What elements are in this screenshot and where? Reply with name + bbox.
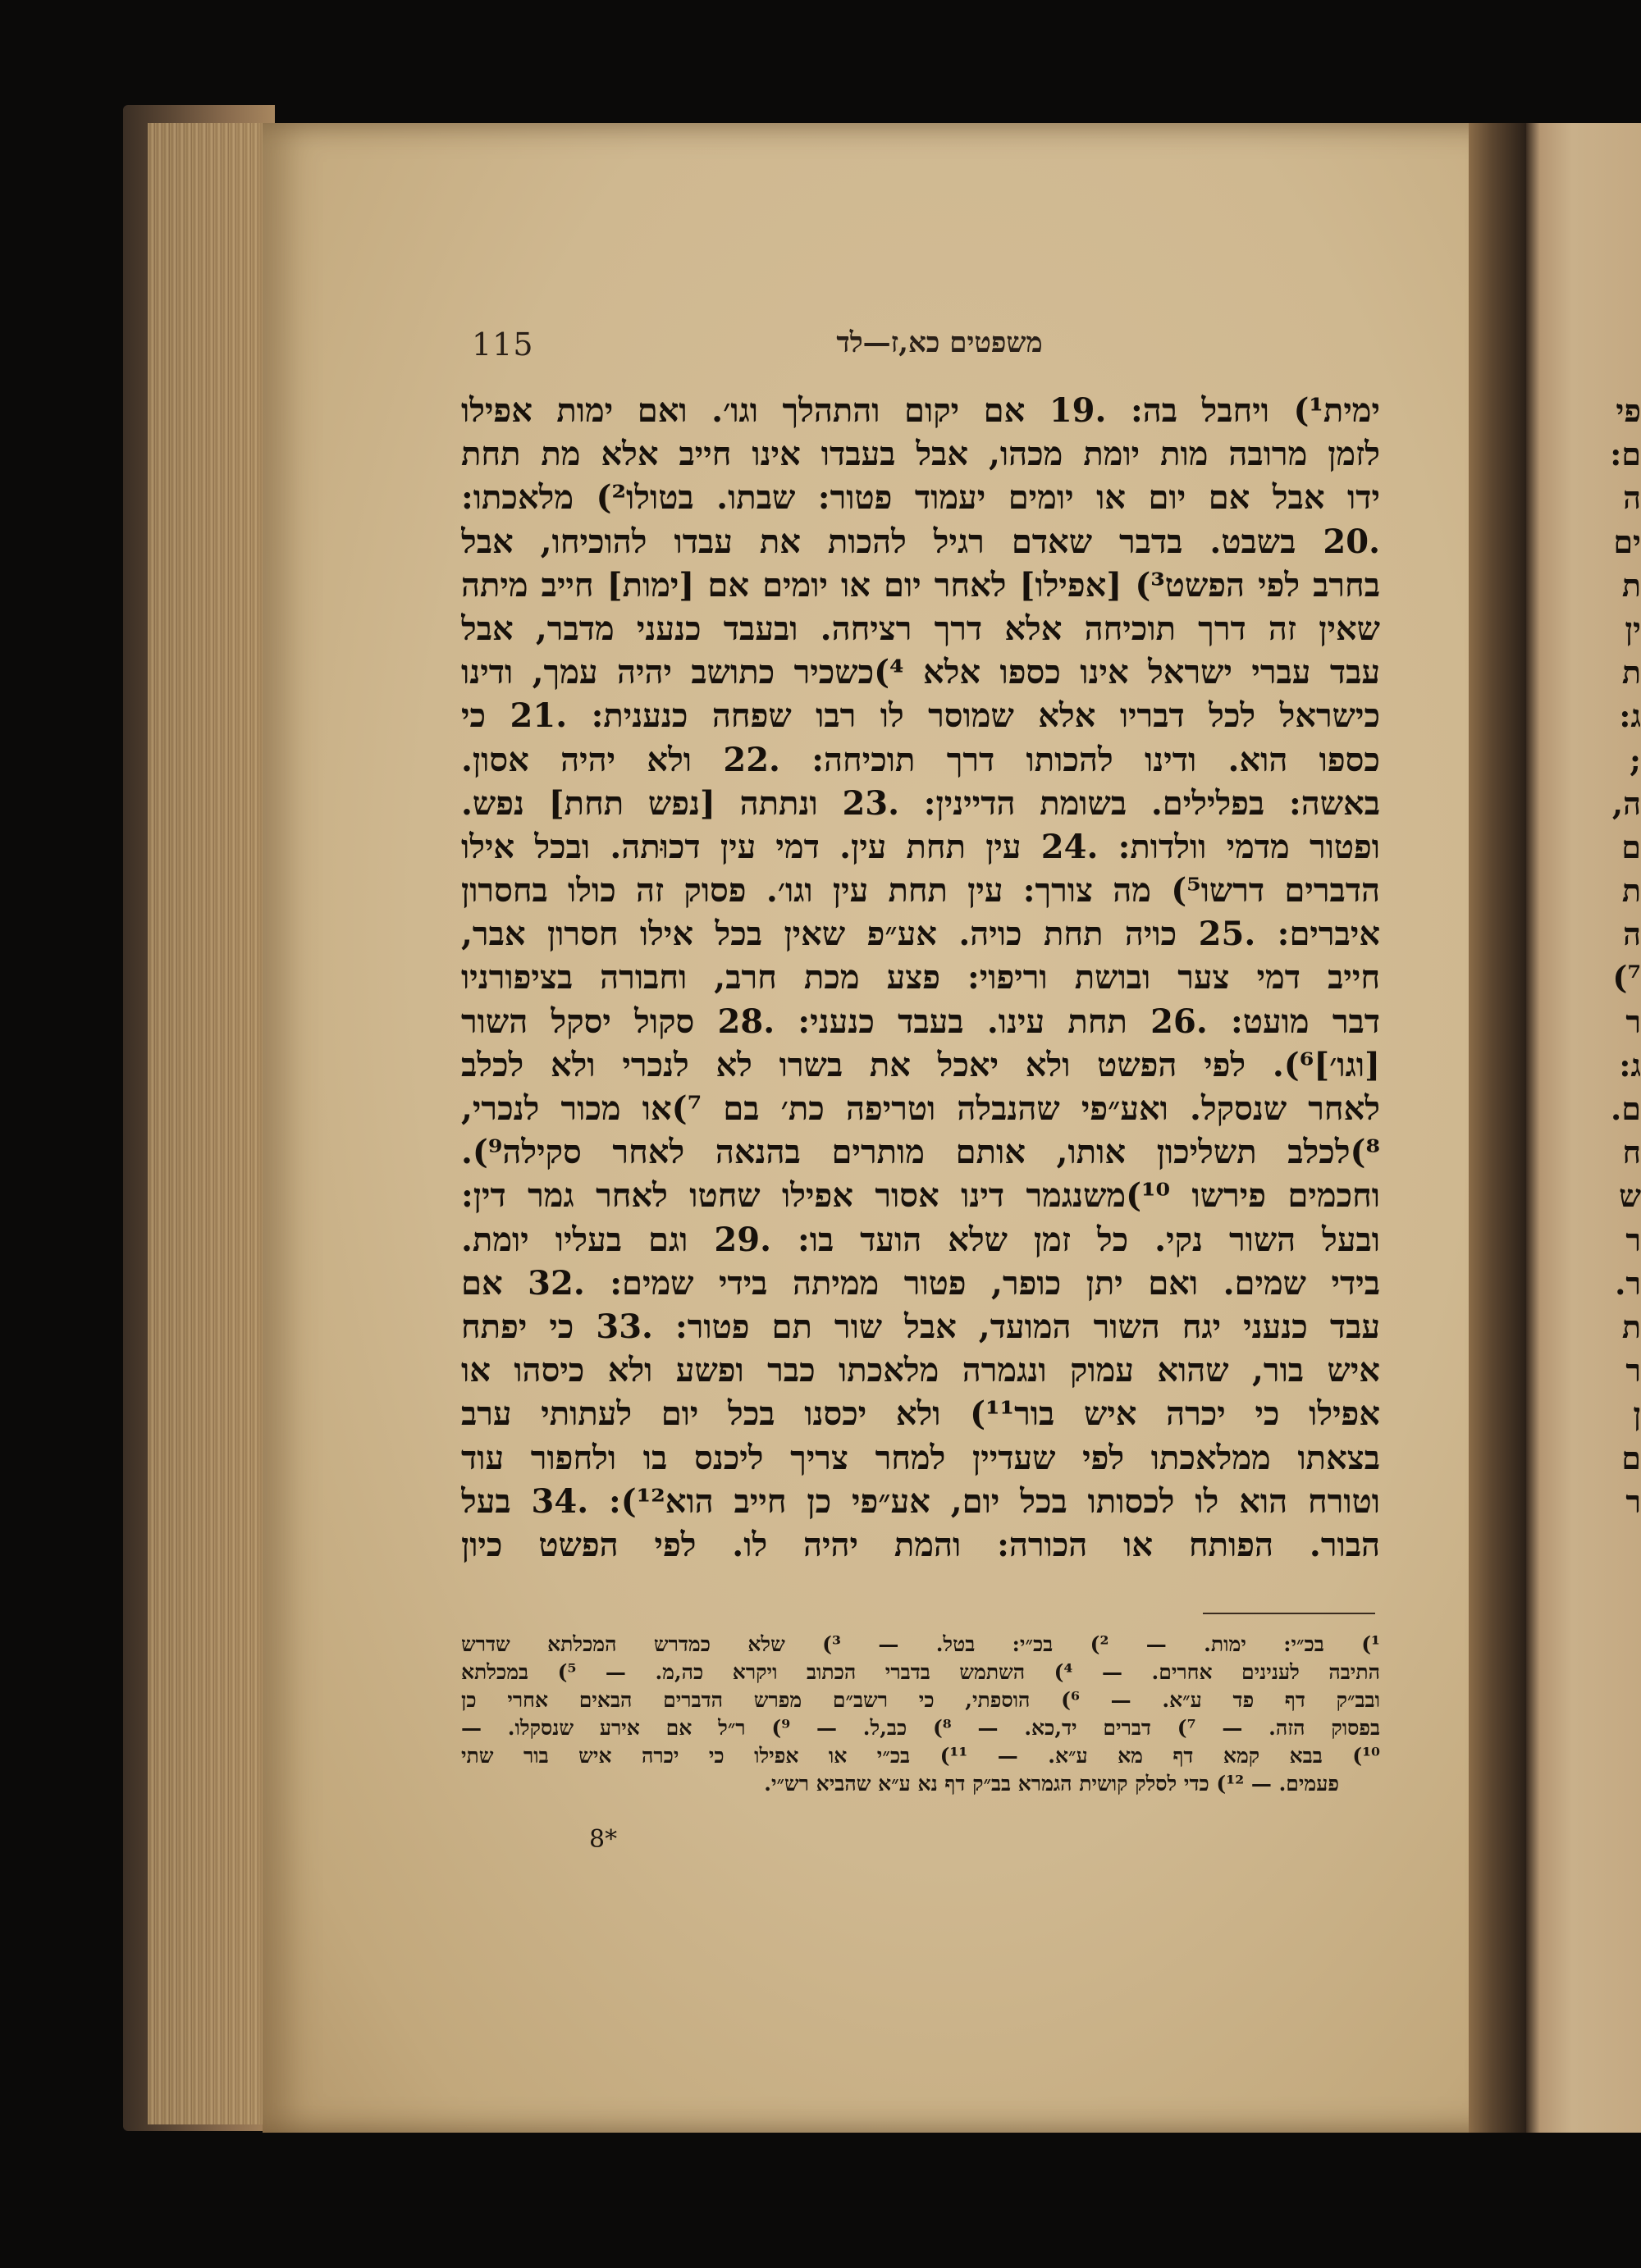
footnotes bbox=[461, 1631, 1380, 1798]
text-line: ידו אבל אם יום או יומים יעמוד פטור: שבתו. בטולו²) מלאכתו: bbox=[461, 478, 1380, 518]
facing-page-fragment: ג: bbox=[1619, 1046, 1641, 1084]
text-line: איברים: .25 כויה תחת כויה. אע״פ שאין בכל אילו חסרון אבר, bbox=[461, 915, 1380, 954]
text-line: איש בור, שהוא עמוק ונגמרה מלאכתו כבר ופשע ולא כיסהו או bbox=[461, 1351, 1380, 1390]
facing-page-fragment: ג: bbox=[1619, 697, 1641, 735]
facing-page-fragment: ר. bbox=[1615, 1264, 1641, 1302]
facing-page-fragment: ת bbox=[1621, 566, 1641, 604]
facing-page-fragment: ם bbox=[1621, 828, 1641, 865]
text-line: חייב דמי צער ובושת וריפוי: פצע מכת חרב, וחבורה בציפורניו bbox=[461, 958, 1380, 997]
facing-page-fragment: ה, bbox=[1611, 784, 1641, 822]
text-line: בידי שמים. ואם יתן כופר, פטור ממיתה בידי שמים: .32 אם bbox=[461, 1263, 1380, 1303]
footnote-line: התיבה לענינים אחרים. — ⁴) השתמש בדברי הכתוב ויקרא כה,מ. — ⁵) במכלתא bbox=[461, 1660, 1380, 1684]
facing-page-fragment: ה bbox=[1623, 479, 1641, 517]
facing-page-fragment: ר bbox=[1625, 1221, 1641, 1258]
book-gutter bbox=[1469, 123, 1526, 2133]
footnote-line: ¹) בכ״י: ימות. — ²) בכ״י: בטל. — ³) שלא כמדרש המכלתא שדרש bbox=[461, 1632, 1380, 1656]
facing-page-fragment: ם bbox=[1621, 1439, 1641, 1476]
text-line: לאחר שנסקל. ואע״פי שהנבלה וטריפה כת׳ בם ⁷)או מכור לנכרי, bbox=[461, 1089, 1380, 1128]
text-line: כישראל לכל דבריו אלא שמוסר לו רבו שפחה כנענית: .21 כי bbox=[461, 696, 1380, 736]
footnote-line: ¹⁰) בבא קמא דף מא ע״א. — ¹¹) בכ״י או אפילו כי יכרה איש בור שתי bbox=[461, 1744, 1380, 1768]
text-line: ופטור מדמי וולדות: .24 עין תחת עין. דמי עין דכוּתה. ובכל אילו bbox=[461, 827, 1380, 866]
commentary-body bbox=[461, 389, 1380, 1567]
facing-page-fragment: ה bbox=[1623, 915, 1641, 953]
signature-mark: 8* bbox=[589, 1825, 618, 1854]
facing-page-fragment: ש bbox=[1619, 1177, 1641, 1215]
facing-page-fragment: ת bbox=[1621, 872, 1641, 910]
text-line: .20 בשבט. בדבר שאדם רגיל להכות את עבדו להוכיחו, אבל bbox=[461, 522, 1380, 561]
text-line: לזמן מרובה מות יומת מכהו, אבל בעבדו אינו חייב אלא מת תחת bbox=[461, 435, 1380, 474]
text-line: [וגו׳]⁶). לפי הפשט ולא יאכל את בשרו לא לנכרי ולא לכלב bbox=[461, 1045, 1380, 1084]
text-line: עבד כנעני יגח השור המועד, אבל שור תם פטור: .33 כי יפתח bbox=[461, 1307, 1380, 1346]
text-line: ימית¹) ויחבל בה: .19 אם יקום והתהלך וגו׳. ואם ימות אפילו bbox=[461, 391, 1380, 430]
text-line: כספו הוא. ודינו להכותו דרך תוכיחה: .22 ולא יהיה אסון. bbox=[461, 740, 1380, 779]
text-line: וחכמים פירשו ¹⁰)משנגמר דינו אסור אפילו שחטו לאחר גמר דין: bbox=[461, 1176, 1380, 1216]
footnote-line: פעמים. — ¹²) כדי לסלק קושית הגמרא בב״ק דף נא ע״א שהביא רש״י. bbox=[764, 1772, 1339, 1796]
facing-page-fragment: ים bbox=[1613, 523, 1641, 560]
text-line: ובעל השור נקי. כל זמן שלא הועד בו: .29 וגם בעליו יומת. bbox=[461, 1220, 1380, 1259]
facing-page-fragment: ; bbox=[1629, 741, 1641, 778]
facing-page-fragment: ם. bbox=[1611, 1090, 1641, 1127]
text-line: ⁸)לכלב תשליכון אותו, אותם מותרים בהנאה לאחר סקילה⁹). bbox=[461, 1133, 1380, 1172]
running-head: משפטים כא,ז—לד bbox=[836, 326, 1043, 359]
facing-page-fragment: ן bbox=[1633, 1395, 1641, 1433]
facing-page-fragment: ת bbox=[1621, 654, 1641, 691]
text-line: בצאתו ממלאכתו לפי שעדיין למחר צריך ליכנס בו ולחפור עוד bbox=[461, 1438, 1380, 1477]
facing-page-fragment: ת bbox=[1621, 1307, 1641, 1345]
text-line: הבור. הפותח או הכורה: והמת יהיה לו. לפי הפשט כיון bbox=[461, 1525, 1380, 1564]
facing-page-fragment: ין bbox=[1625, 609, 1641, 647]
facing-page-fragment: ם: bbox=[1610, 436, 1641, 473]
facing-page-fragment: ר bbox=[1625, 1002, 1641, 1040]
facing-page-text bbox=[1592, 389, 1641, 1523]
facing-page-fragment: ר bbox=[1625, 1482, 1641, 1520]
page-number: 115 bbox=[472, 326, 534, 363]
text-line: שאין זה דרך תוכיחה אלא דרך רציחה. ובעבד כנעני מדבר, אבל bbox=[461, 609, 1380, 648]
text-line: אפילו כי יכרה איש בור¹¹) ולא יכסנו בכל יום לעתותי ערב bbox=[461, 1394, 1380, 1434]
text-line: וטורח הוא לו לכסותו בכל יום, אע״פי כן חייב הוא¹²): .34 בעל bbox=[461, 1481, 1380, 1521]
page-header bbox=[472, 326, 1374, 367]
footnote-line: ובב״ק דף פד ע״א. — ⁶) הוספתי, כי רשב״ם מפרש הדברים הבאים אחרי כן bbox=[461, 1688, 1380, 1712]
page-edges bbox=[148, 123, 271, 2124]
text-line: דבר מועט: .26 תחת עינו. בעבד כנעני: .28 סקול יסקל השור bbox=[461, 1002, 1380, 1041]
facing-page-fragment: ⁷) bbox=[1612, 959, 1641, 997]
footnote-rule bbox=[1203, 1613, 1375, 1614]
text-line: הדברים דרשו⁵) מה צורך: עין תחת עין וגו׳. פסוק זה כולו בחסרון bbox=[461, 871, 1380, 910]
facing-page-fragment: ר bbox=[1625, 1352, 1641, 1390]
text-line: בחרב לפי הפשט³) [אפילו] לאחר יום או יומים אם [ימות] חייב מיתה bbox=[461, 565, 1380, 605]
facing-page-fragment: פי bbox=[1616, 392, 1641, 429]
facing-page-fragment: ח bbox=[1622, 1134, 1641, 1171]
footnote-line: בפסוק הזה. — ⁷) דברים יד,כא. — ⁸) כב,ל. — ⁹) ר״ל אם אירע שנסקלו. — bbox=[461, 1716, 1380, 1740]
text-line: באשה: בפלילים. בשומת הדיינין: .23 ונתתה [נפש תחת] נפש. bbox=[461, 783, 1380, 823]
text-line: עבד עברי ישראל אינו כספו אלא ⁴)כשכיר כתושב יהיה עמך, ודינו bbox=[461, 653, 1380, 692]
